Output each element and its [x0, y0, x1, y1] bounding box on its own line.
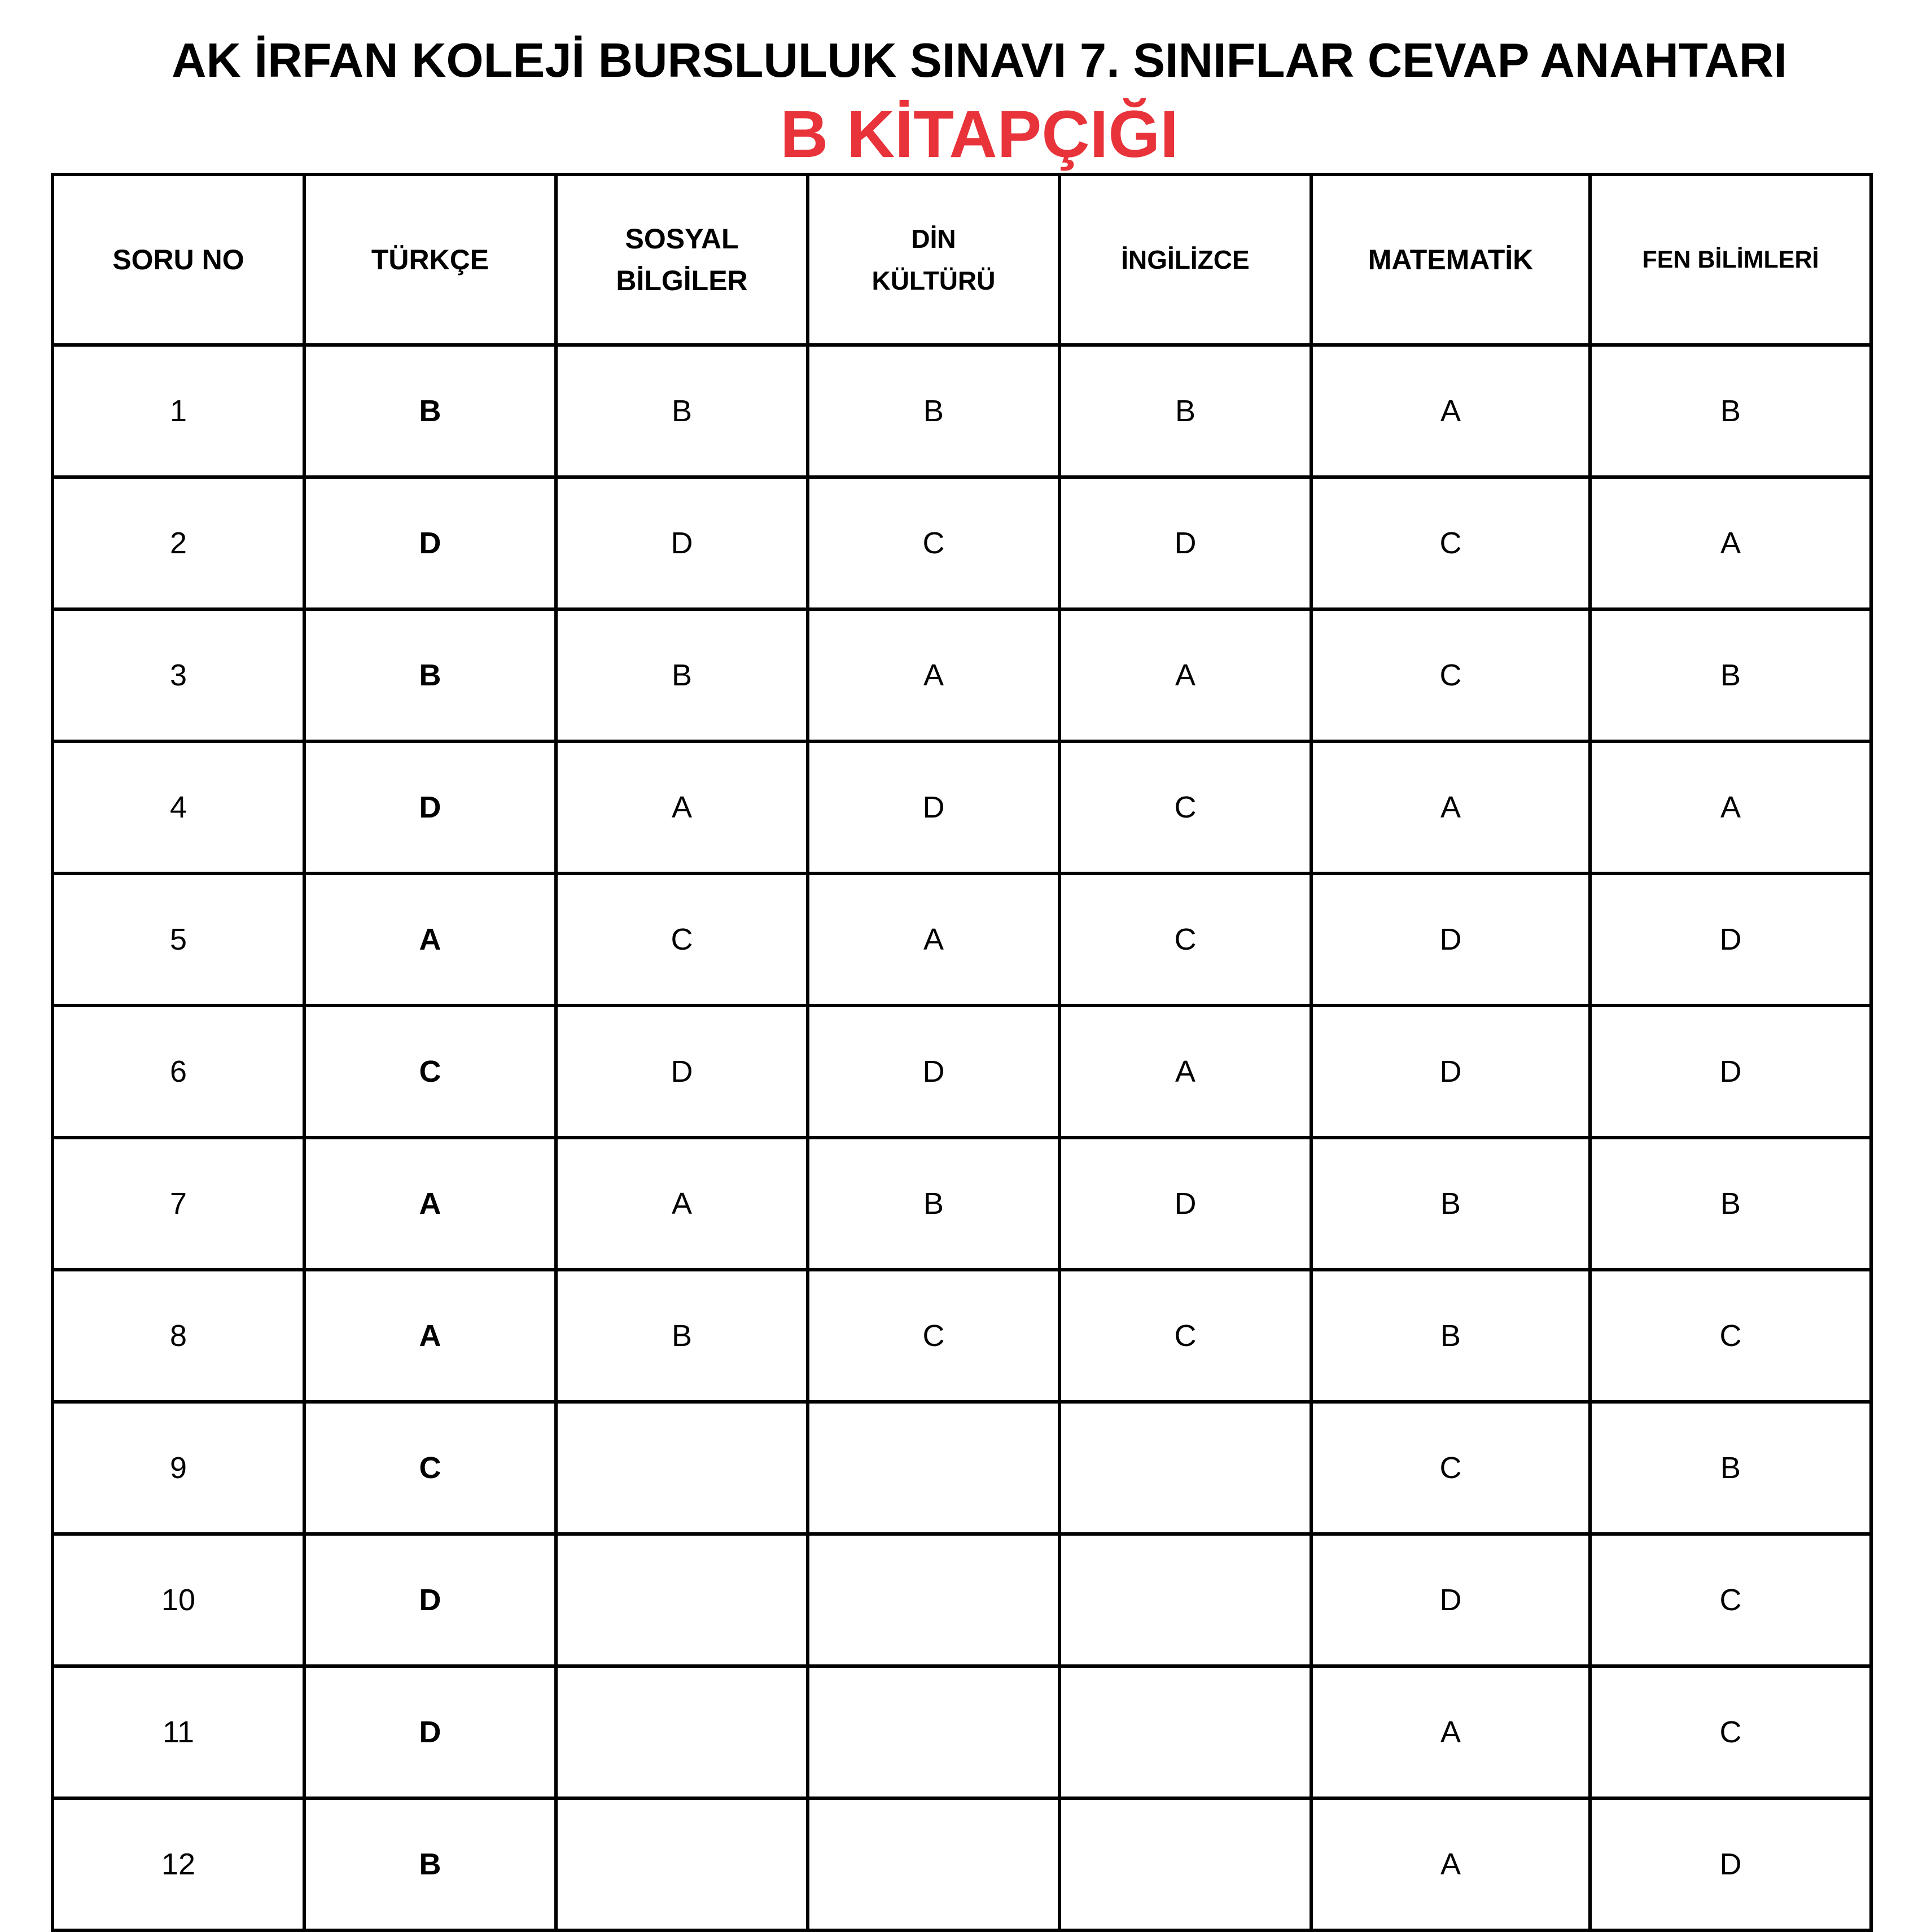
cell-science: C	[1590, 1534, 1871, 1666]
cell-math: C	[1311, 609, 1590, 741]
cell-science: A	[1590, 477, 1871, 609]
cell-english: B	[1059, 345, 1311, 477]
cell-social-studies: D	[556, 477, 808, 609]
cell-turkish: A	[304, 1270, 556, 1402]
cell-math: A	[1311, 345, 1590, 477]
cell-math: D	[1311, 873, 1590, 1006]
cell-question-no: 3	[52, 609, 304, 741]
cell-social-studies: A	[556, 741, 808, 873]
cell-science: B	[1590, 609, 1871, 741]
cell-turkish: D	[304, 477, 556, 609]
cell-science: D	[1590, 1798, 1871, 1930]
cell-question-no: 8	[52, 1270, 304, 1402]
cell-math: A	[1311, 1798, 1590, 1930]
cell-question-no: 6	[52, 1006, 304, 1138]
column-header-social-studies: SOSYAL BİLGİLER	[556, 174, 808, 345]
cell-question-no: 10	[52, 1534, 304, 1666]
table-row	[52, 1534, 1871, 1666]
table-row	[52, 873, 1871, 1006]
cell-religion	[808, 1402, 1059, 1534]
table-row	[52, 1270, 1871, 1402]
table-header-row	[52, 174, 1871, 345]
table-row	[52, 1138, 1871, 1270]
cell-turkish: B	[304, 345, 556, 477]
table-row	[52, 609, 1871, 741]
cell-english: D	[1059, 477, 1311, 609]
cell-english	[1059, 1402, 1311, 1534]
cell-turkish: D	[304, 1666, 556, 1798]
cell-social-studies	[556, 1798, 808, 1930]
cell-religion: D	[808, 741, 1059, 873]
table-row	[52, 1798, 1871, 1930]
cell-science: C	[1590, 1270, 1871, 1402]
cell-question-no: 9	[52, 1402, 304, 1534]
cell-religion: C	[808, 1270, 1059, 1402]
cell-religion: A	[808, 609, 1059, 741]
table-row	[52, 1666, 1871, 1798]
cell-english: A	[1059, 1006, 1311, 1138]
cell-social-studies: B	[556, 609, 808, 741]
cell-social-studies: B	[556, 1270, 808, 1402]
cell-math: A	[1311, 741, 1590, 873]
table-row	[52, 345, 1871, 477]
cell-english: C	[1059, 873, 1311, 1006]
cell-question-no: 5	[52, 873, 304, 1006]
cell-science: B	[1590, 345, 1871, 477]
cell-social-studies: C	[556, 873, 808, 1006]
cell-religion: B	[808, 1138, 1059, 1270]
cell-turkish: C	[304, 1402, 556, 1534]
booklet-label: B KİTAPÇIĞI	[780, 97, 1179, 172]
cell-math: B	[1311, 1270, 1590, 1402]
cell-religion	[808, 1666, 1059, 1798]
cell-english: C	[1059, 741, 1311, 873]
cell-english: D	[1059, 1138, 1311, 1270]
cell-turkish: A	[304, 1138, 556, 1270]
cell-social-studies: A	[556, 1138, 808, 1270]
table-row	[52, 1006, 1871, 1138]
cell-question-no: 11	[52, 1666, 304, 1798]
column-header-english: İNGİLİZCE	[1059, 174, 1311, 345]
table-row	[52, 1402, 1871, 1534]
cell-math: C	[1311, 1402, 1590, 1534]
cell-english	[1059, 1534, 1311, 1666]
cell-math: C	[1311, 477, 1590, 609]
cell-religion: B	[808, 345, 1059, 477]
cell-question-no: 7	[52, 1138, 304, 1270]
cell-religion	[808, 1534, 1059, 1666]
column-header-question-no: SORU NO	[52, 174, 304, 345]
cell-english	[1059, 1666, 1311, 1798]
column-header-math: MATEMATİK	[1311, 174, 1590, 345]
cell-science: D	[1590, 1006, 1871, 1138]
page-title: AK İRFAN KOLEJİ BURSLULUK SINAVI 7. SINIFLAR CEVAP ANAHTARI	[172, 34, 1787, 88]
cell-turkish: C	[304, 1006, 556, 1138]
cell-turkish: D	[304, 1534, 556, 1666]
cell-religion	[808, 1798, 1059, 1930]
cell-religion: C	[808, 477, 1059, 609]
cell-turkish: B	[304, 1798, 556, 1930]
answer-key-table	[51, 173, 1873, 1932]
cell-religion: A	[808, 873, 1059, 1006]
column-header-turkish: TÜRKÇE	[304, 174, 556, 345]
cell-social-studies: B	[556, 345, 808, 477]
cell-science: C	[1590, 1666, 1871, 1798]
cell-math: D	[1311, 1006, 1590, 1138]
cell-science: A	[1590, 741, 1871, 873]
cell-science: B	[1590, 1402, 1871, 1534]
cell-social-studies	[556, 1402, 808, 1534]
cell-turkish: D	[304, 741, 556, 873]
cell-question-no: 4	[52, 741, 304, 873]
cell-turkish: A	[304, 873, 556, 1006]
cell-question-no: 2	[52, 477, 304, 609]
table-row	[52, 477, 1871, 609]
cell-question-no: 12	[52, 1798, 304, 1930]
cell-english: C	[1059, 1270, 1311, 1402]
cell-english: A	[1059, 609, 1311, 741]
cell-social-studies	[556, 1666, 808, 1798]
cell-english	[1059, 1798, 1311, 1930]
cell-math: D	[1311, 1534, 1590, 1666]
cell-science: D	[1590, 873, 1871, 1006]
cell-question-no: 1	[52, 345, 304, 477]
table-row	[52, 741, 1871, 873]
column-header-religion: DİN KÜLTÜRÜ	[808, 174, 1059, 345]
answer-rows	[52, 345, 1871, 1930]
cell-math: A	[1311, 1666, 1590, 1798]
cell-social-studies: D	[556, 1006, 808, 1138]
cell-social-studies	[556, 1534, 808, 1666]
column-header-science: FEN BİLİMLERİ	[1590, 174, 1871, 345]
cell-turkish: B	[304, 609, 556, 741]
cell-science: B	[1590, 1138, 1871, 1270]
cell-math: B	[1311, 1138, 1590, 1270]
cell-religion: D	[808, 1006, 1059, 1138]
